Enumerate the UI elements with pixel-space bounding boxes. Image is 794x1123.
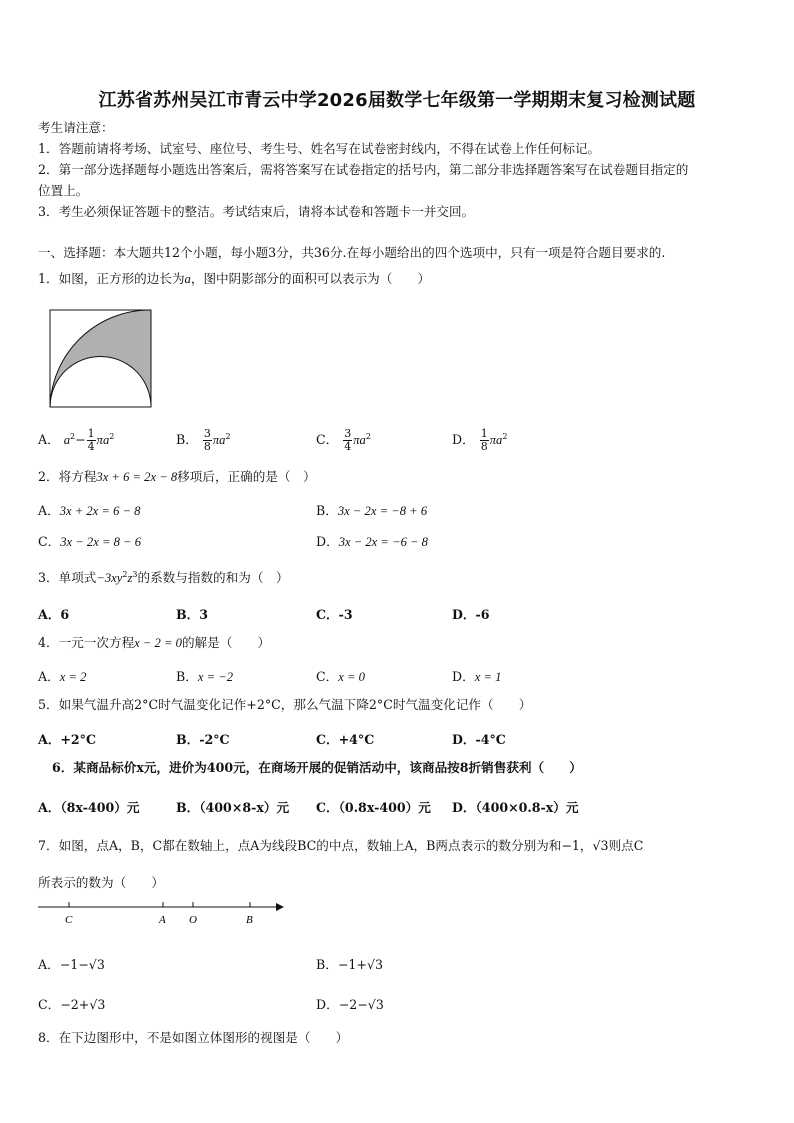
notice-item-2: 2．第一部分选择题每小题选出答案后，需将答案写在试卷指定的括号内，第二部分非选择题答案写在试卷题目指定的 xyxy=(38,162,689,177)
q7-label-c: C xyxy=(65,914,73,926)
q4-option-b[interactable]: B．x = −2 xyxy=(176,669,234,684)
question-7-stem: 7．如图，点A，B，C都在数轴上，点A为线段BC的中点，数轴上A，B两点表示的数分别为和−1，√3则点C xyxy=(38,838,644,853)
question-3-stem: 3．单项式$-3xy^2z^3$的系数与指数的和为（ ） xyxy=(38,570,289,586)
q7-option-a[interactable]: A．−1−√3 xyxy=(38,957,105,972)
q2-option-d[interactable]: D．3x − 2x = −6 − 8 xyxy=(316,534,428,549)
notice-item-1: 1．答题前请将考场、试室号、座位号、考生号、姓名写在试卷密封线内，不得在试卷上作任何标记。 xyxy=(38,141,601,156)
q7-option-c[interactable]: C．−2+√3 xyxy=(38,997,106,1012)
q1-option-b[interactable]: B． $\frac{3}{8}$ $\pi a^2$ xyxy=(176,427,231,453)
q7-label-a: A xyxy=(159,914,166,926)
q1-var: a xyxy=(184,272,191,286)
q3-option-a[interactable]: A．6 xyxy=(38,607,70,622)
q5-option-a[interactable]: A．+2°C xyxy=(38,732,97,747)
q6-option-a[interactable]: A．（8x-400）元 xyxy=(38,800,140,815)
q5-option-b[interactable]: B．-2°C xyxy=(176,732,230,747)
q5-option-c[interactable]: C．+4°C xyxy=(316,732,375,747)
q7-option-b[interactable]: B．−1+√3 xyxy=(316,957,384,972)
q1-option-d[interactable]: D． $\frac{1}{8}$ $\pi a^2$ xyxy=(452,427,508,453)
q5-option-d[interactable]: D．-4°C xyxy=(452,732,506,747)
q3-option-c[interactable]: C．-3 xyxy=(316,607,353,622)
question-1-stem xyxy=(38,271,430,287)
q2-option-b[interactable]: B．3x − 2x = −8 + 6 xyxy=(316,503,428,518)
q7-option-d[interactable]: D．−2−√3 xyxy=(316,997,384,1012)
q7-number-line xyxy=(36,898,286,930)
q1-option-c[interactable]: C． $\frac{3}{4}$ $\pi a^2$ xyxy=(316,427,371,453)
q3-option-b[interactable]: B．3 xyxy=(176,607,209,622)
question-2-stem: 2．将方程3x + 6 = 2x − 8移项后，正确的是（ ） xyxy=(38,469,316,484)
notice-heading: 考生请注意： xyxy=(38,120,114,135)
q2-option-a[interactable]: A．3x + 2x = 6 − 8 xyxy=(38,503,141,518)
q4-option-a[interactable]: A．x = 2 xyxy=(38,669,87,684)
q6-option-c[interactable]: C．（0.8x-400）元 xyxy=(316,800,431,815)
notice-item-2-cont: 位置上。 xyxy=(38,183,89,198)
section-heading: 一、选择题：本大题共12个小题，每小题3分，共36分.在每小题给出的四个选项中，只有一项是符合题目要求的. xyxy=(38,245,666,260)
q7-label-o: O xyxy=(189,914,197,926)
q3-option-d[interactable]: D．-6 xyxy=(452,607,490,622)
q4-option-d[interactable]: D．x = 1 xyxy=(452,669,502,684)
q7-axis-arrow xyxy=(276,903,284,911)
question-8-stem: 8．在下边图形中，不是如图立体图形的视图是（ ） xyxy=(38,1030,349,1045)
notice-item-3: 3．考生必须保证答题卡的整洁。考试结束后，请将本试卷和答题卡一并交回。 xyxy=(38,204,475,219)
question-7-stem-line2: 所表示的数为（ ） xyxy=(38,875,164,890)
q1-square-figure xyxy=(49,308,153,408)
q1-option-a[interactable]: A． $a^2-$ $\frac{1}{4}$ $\pi a^2$ xyxy=(38,427,115,453)
q4-option-c[interactable]: C．x = 0 xyxy=(316,669,365,684)
q7-label-b: B xyxy=(246,914,253,926)
question-6-stem: 6．某商品标价x元，进价为400元，在商场开展的促销活动中，该商品按8折销售获利（ ） xyxy=(52,760,582,775)
q6-option-b[interactable]: B．（400×8-x）元 xyxy=(176,800,290,815)
q1-stem-pre: 1．如图，正方形的边长为 xyxy=(38,271,185,286)
q6-option-d[interactable]: D．（400×0.8-x）元 xyxy=(452,800,579,815)
q1-stem-post: ，图中阴影部分的面积可以表示为（ ） xyxy=(190,271,431,286)
question-5-stem: 5．如果气温升高2°C时气温变化记作+2°C，那么气温下降2°C时气温变化记作（ ） xyxy=(38,697,532,712)
question-4-stem: 4．一元一次方程x − 2 = 0的解是（ ） xyxy=(38,635,271,650)
q2-option-c[interactable]: C．3x − 2x = 8 − 6 xyxy=(38,534,141,549)
page-title: 江苏省苏州吴江市青云中学2026届数学七年级第一学期期末复习检测试题 xyxy=(98,90,696,111)
